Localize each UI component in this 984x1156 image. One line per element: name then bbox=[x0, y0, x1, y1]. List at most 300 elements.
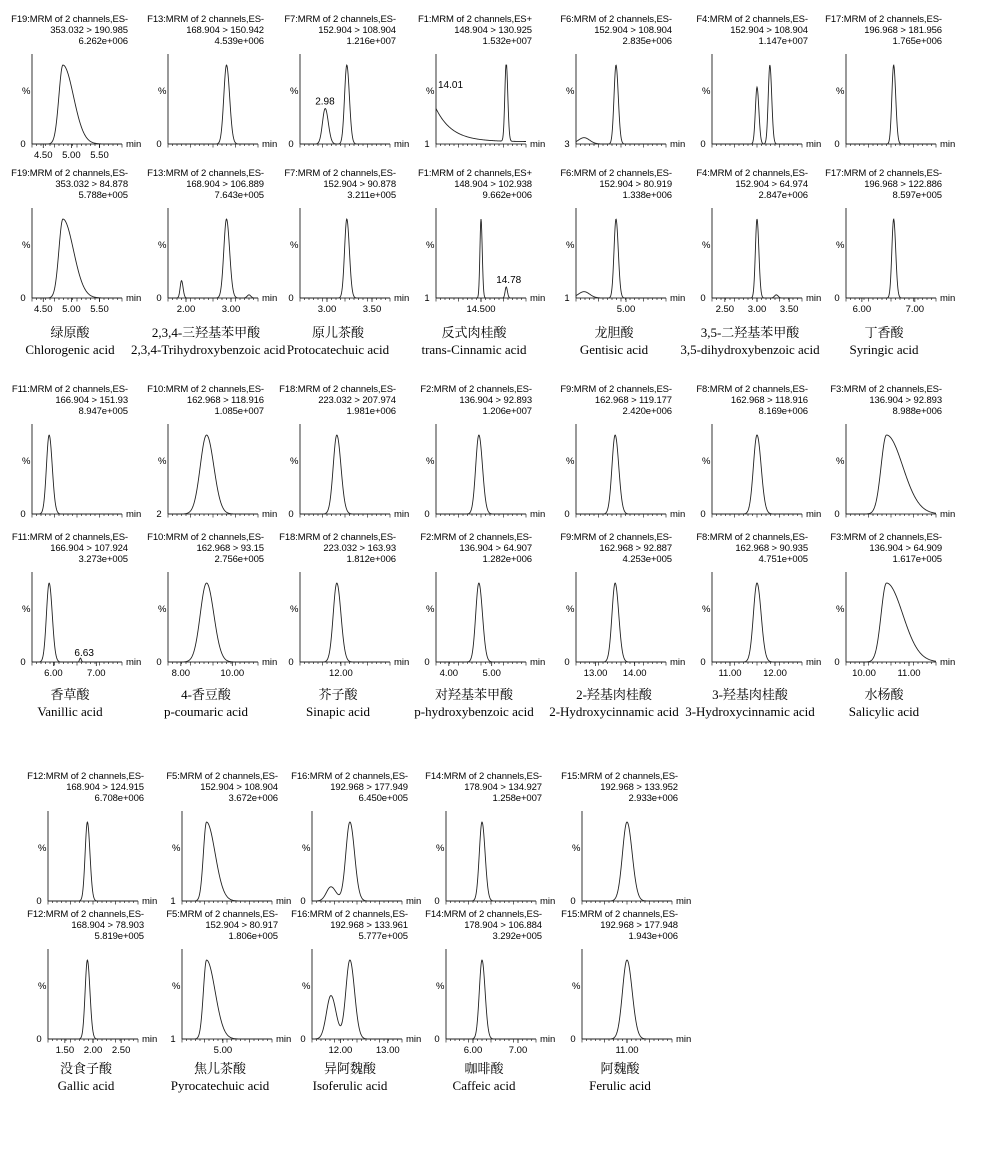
chromatogram-trace bbox=[846, 583, 936, 662]
y-axis-min-label: 2 bbox=[156, 509, 162, 520]
channel-title: F12:MRM of 2 channels,ES- bbox=[27, 909, 144, 920]
peak-intensity: 7.643e+005 bbox=[214, 190, 264, 201]
x-tick-label: 6.00 bbox=[852, 304, 872, 315]
compound-name-en: Isoferulic acid bbox=[312, 1078, 388, 1093]
peak-intensity: 6.450e+005 bbox=[358, 793, 408, 804]
chromatogram-plot bbox=[10, 14, 142, 162]
compound-name-cn: 咖啡酸 bbox=[464, 1061, 504, 1076]
channel-title: F15:MRM of 2 channels,ES- bbox=[561, 909, 678, 920]
chromatogram-panel bbox=[414, 14, 546, 162]
peak-intensity: 3.292e+005 bbox=[492, 931, 542, 942]
mrm-transition: 136.904 > 92.893 bbox=[459, 395, 532, 406]
chromatogram-trace bbox=[300, 219, 390, 298]
mrm-transition: 162.968 > 92.887 bbox=[599, 543, 672, 554]
compound-caption bbox=[675, 686, 825, 720]
chromatogram-trace bbox=[712, 65, 802, 144]
x-tick-label: 13.00 bbox=[375, 1045, 400, 1056]
x-axis-unit-label: min bbox=[670, 139, 686, 150]
peak-intensity: 5.788e+005 bbox=[78, 190, 128, 201]
chromatogram-panel bbox=[414, 384, 546, 532]
peak-intensity: 1.812e+006 bbox=[346, 554, 396, 565]
chromatogram-plot bbox=[824, 14, 956, 162]
chromatogram-panel bbox=[278, 168, 410, 316]
y-axis-percent-label: % bbox=[22, 456, 31, 467]
y-axis-min-label: 0 bbox=[834, 657, 840, 668]
x-tick-label: 5.00 bbox=[62, 150, 81, 161]
chromatogram-panel bbox=[278, 14, 410, 162]
chromatogram-trace bbox=[576, 219, 666, 298]
channel-title: F13:MRM of 2 channels,ES- bbox=[147, 14, 264, 25]
peak-intensity: 1.765e+006 bbox=[892, 36, 942, 47]
y-axis-percent-label: % bbox=[158, 604, 167, 615]
mrm-transition: 152.904 > 108.904 bbox=[200, 782, 278, 793]
y-axis-percent-label: % bbox=[702, 240, 711, 251]
chromatogram-panel bbox=[278, 384, 410, 532]
y-axis-min-label: 0 bbox=[834, 293, 840, 304]
y-axis-min-label: 0 bbox=[700, 293, 706, 304]
chromatogram-panel bbox=[560, 909, 692, 1057]
mrm-transition: 162.968 > 90.935 bbox=[735, 543, 808, 554]
y-axis-percent-label: % bbox=[836, 86, 845, 97]
x-tick-label: 2.50 bbox=[715, 304, 735, 315]
y-axis-percent-label: % bbox=[172, 981, 181, 992]
chromatogram-trace bbox=[582, 822, 672, 901]
channel-title: F5:MRM of 2 channels,ES- bbox=[166, 909, 278, 920]
x-axis-unit-label: min bbox=[940, 139, 956, 150]
compound-name-cn: 原儿茶酸 bbox=[311, 325, 364, 340]
channel-title: F14:MRM of 2 channels,ES- bbox=[425, 771, 542, 782]
x-axis-unit-label: min bbox=[126, 657, 142, 668]
chromatogram-plot bbox=[424, 909, 556, 1057]
mrm-transition: 136.904 > 92.893 bbox=[869, 395, 942, 406]
compound-caption bbox=[263, 324, 413, 358]
chromatogram-panel bbox=[554, 532, 686, 680]
mrm-transition: 162.968 > 93.15 bbox=[196, 543, 264, 554]
x-tick-label: 5.00 bbox=[482, 668, 501, 679]
y-axis-percent-label: % bbox=[38, 843, 47, 854]
x-tick-label: 12.00 bbox=[763, 668, 787, 679]
chromatogram-plot bbox=[278, 384, 410, 532]
peak-intensity: 8.988e+006 bbox=[892, 406, 942, 417]
x-axis-unit-label: min bbox=[806, 293, 822, 304]
chromatogram-trace bbox=[846, 435, 936, 514]
compound-caption bbox=[11, 1060, 161, 1094]
y-axis-percent-label: % bbox=[158, 86, 167, 97]
y-axis-min-label: 0 bbox=[20, 509, 26, 520]
x-axis-unit-label: min bbox=[406, 896, 422, 907]
peak-intensity: 6.262e+006 bbox=[78, 36, 128, 47]
chromatogram-panel bbox=[290, 909, 422, 1057]
x-axis-unit-label: min bbox=[670, 657, 686, 668]
x-axis-unit-label: min bbox=[394, 509, 410, 520]
peak-intensity: 3.672e+006 bbox=[228, 793, 278, 804]
chromatogram-plot bbox=[690, 384, 822, 532]
y-axis-min-label: 0 bbox=[156, 139, 162, 150]
x-tick-label: 12.00 bbox=[329, 668, 353, 679]
chromatogram-plot bbox=[414, 14, 546, 162]
chromatogram-trace bbox=[300, 65, 390, 144]
y-axis-percent-label: % bbox=[702, 86, 711, 97]
peak-intensity: 8.597e+005 bbox=[892, 190, 942, 201]
compound-caption bbox=[539, 686, 689, 720]
y-axis-percent-label: % bbox=[426, 604, 435, 615]
mrm-transition: 152.904 > 80.917 bbox=[205, 920, 278, 931]
x-axis-unit-label: min bbox=[394, 657, 410, 668]
chromatogram-trace bbox=[300, 435, 390, 514]
x-tick-label: 5.00 bbox=[62, 304, 81, 315]
peak-intensity: 1.532e+007 bbox=[482, 36, 532, 47]
y-axis-min-label: 0 bbox=[434, 896, 440, 907]
compound-name-en: Caffeic acid bbox=[452, 1078, 516, 1093]
peak-intensity: 1.981e+006 bbox=[346, 406, 396, 417]
mrm-transition: 196.968 > 181.956 bbox=[864, 25, 942, 36]
chromatogram-trace bbox=[182, 822, 272, 901]
y-axis-min-label: 0 bbox=[424, 657, 430, 668]
compound-name-en: 3,5-dihydroxybenzoic acid bbox=[680, 342, 820, 357]
x-tick-label: 6.00 bbox=[44, 668, 63, 679]
channel-title: F17:MRM of 2 channels,ES- bbox=[825, 14, 942, 25]
mrm-transition: 148.904 > 102.938 bbox=[454, 179, 532, 190]
y-axis-min-label: 0 bbox=[300, 896, 306, 907]
peak-intensity: 5.777e+005 bbox=[358, 931, 408, 942]
chromatogram-panel bbox=[424, 909, 556, 1057]
chromatogram-panel bbox=[146, 532, 278, 680]
y-axis-percent-label: % bbox=[426, 86, 435, 97]
peak-intensity: 8.169e+006 bbox=[758, 406, 808, 417]
chromatogram-panel bbox=[690, 14, 822, 162]
channel-title: F11:MRM of 2 channels,ES- bbox=[11, 532, 128, 543]
compound-caption bbox=[275, 1060, 425, 1094]
chromatogram-plot bbox=[146, 532, 278, 680]
peak-intensity: 1.338e+006 bbox=[622, 190, 672, 201]
channel-title: F17:MRM of 2 channels,ES- bbox=[825, 168, 942, 179]
x-tick-label: 6.00 bbox=[463, 1045, 483, 1056]
x-axis-unit-label: min bbox=[142, 896, 158, 907]
peak-intensity: 1.216e+007 bbox=[346, 36, 396, 47]
x-axis-unit-label: min bbox=[806, 509, 822, 520]
chromatogram-plot bbox=[10, 168, 142, 316]
chromatogram-panel bbox=[160, 909, 292, 1057]
chromatogram-trace bbox=[576, 435, 666, 514]
chromatogram-panel bbox=[146, 168, 278, 316]
chromatogram-plot bbox=[26, 909, 158, 1057]
y-axis-min-label: 0 bbox=[834, 139, 840, 150]
chromatogram-panel bbox=[824, 14, 956, 162]
chromatogram-panel bbox=[278, 532, 410, 680]
y-axis-min-label: 0 bbox=[564, 657, 570, 668]
compound-name-en: Sinapic acid bbox=[306, 704, 370, 719]
chromatogram-panel bbox=[26, 909, 158, 1057]
y-axis-min-label: 0 bbox=[570, 896, 576, 907]
y-axis-min-label: 0 bbox=[288, 139, 294, 150]
compound-name-cn: 芥子酸 bbox=[318, 687, 358, 702]
mrm-transition: 136.904 > 64.907 bbox=[459, 543, 532, 554]
y-axis-percent-label: % bbox=[566, 240, 575, 251]
compound-caption bbox=[409, 1060, 559, 1094]
y-axis-percent-label: % bbox=[572, 981, 581, 992]
mrm-transition: 168.904 > 150.942 bbox=[186, 25, 264, 36]
compound-name-en: p-coumaric acid bbox=[163, 704, 249, 719]
peak-intensity: 1.258e+007 bbox=[492, 793, 542, 804]
compound-caption bbox=[399, 686, 549, 720]
chromatogram-panel bbox=[414, 532, 546, 680]
x-tick-label: 7.00 bbox=[508, 1045, 528, 1056]
channel-title: F14:MRM of 2 channels,ES- bbox=[425, 909, 542, 920]
y-axis-min-label: 1 bbox=[424, 293, 430, 304]
compound-caption bbox=[539, 324, 689, 358]
y-axis-min-label: 0 bbox=[424, 509, 430, 520]
compound-name-cn: 反式肉桂酸 bbox=[441, 325, 507, 340]
channel-title: F3:MRM of 2 channels,ES- bbox=[830, 532, 942, 543]
y-axis-percent-label: % bbox=[426, 456, 435, 467]
chromatogram-trace bbox=[168, 219, 258, 298]
chromatogram-trace bbox=[436, 435, 526, 514]
mrm-transition: 223.032 > 207.974 bbox=[318, 395, 396, 406]
compound-name-en: Gallic acid bbox=[57, 1078, 115, 1093]
peak-intensity: 4.751e+005 bbox=[758, 554, 808, 565]
channel-title: F9:MRM of 2 channels,ES- bbox=[560, 384, 672, 395]
x-axis-unit-label: min bbox=[262, 139, 278, 150]
y-axis-min-label: 0 bbox=[36, 896, 42, 907]
peak-intensity: 1.617e+005 bbox=[892, 554, 942, 565]
channel-title: F6:MRM of 2 channels,ES- bbox=[560, 168, 672, 179]
chromatogram-trace bbox=[712, 583, 802, 662]
chromatogram-plot bbox=[554, 168, 686, 316]
y-axis-min-label: 0 bbox=[700, 657, 706, 668]
compound-name-en: Protocatechuic acid bbox=[286, 342, 390, 357]
compound-name-cn: 2-羟基肉桂酸 bbox=[576, 687, 652, 702]
chromatogram-trace bbox=[312, 960, 402, 1039]
y-axis-percent-label: % bbox=[702, 604, 711, 615]
mrm-transition: 152.904 > 90.878 bbox=[323, 179, 396, 190]
y-axis-min-label: 1 bbox=[170, 1034, 176, 1045]
y-axis-min-label: 0 bbox=[156, 657, 162, 668]
channel-title: F1:MRM of 2 channels,ES+ bbox=[417, 14, 532, 25]
channel-title: F9:MRM of 2 channels,ES- bbox=[560, 532, 672, 543]
y-axis-min-label: 0 bbox=[20, 657, 26, 668]
x-tick-label: 12.00 bbox=[328, 1045, 353, 1056]
compound-name-cn: 3,5-二羟基苯甲酸 bbox=[700, 325, 800, 340]
compound-name-en: 2-Hydroxycinnamic acid bbox=[549, 704, 679, 719]
x-axis-unit-label: min bbox=[670, 293, 686, 304]
chromatogram-trace bbox=[712, 435, 802, 514]
x-axis-unit-label: min bbox=[806, 139, 822, 150]
x-tick-label: 5.00 bbox=[213, 1045, 233, 1056]
channel-title: F18:MRM of 2 channels,ES- bbox=[279, 532, 396, 543]
mrm-transition: 178.904 > 106.884 bbox=[464, 920, 542, 931]
channel-title: F6:MRM of 2 channels,ES- bbox=[560, 14, 672, 25]
chromatogram-trace bbox=[576, 583, 666, 662]
x-tick-label: 14.00 bbox=[622, 668, 647, 679]
y-axis-min-label: 0 bbox=[288, 509, 294, 520]
channel-title: F3:MRM of 2 channels,ES- bbox=[830, 384, 942, 395]
mrm-transition: 152.904 > 64.974 bbox=[735, 179, 808, 190]
peak-intensity: 2.933e+006 bbox=[628, 793, 678, 804]
chromatogram-panel bbox=[290, 771, 422, 919]
mrm-transition: 152.904 > 108.904 bbox=[594, 25, 672, 36]
channel-title: F13:MRM of 2 channels,ES- bbox=[147, 168, 264, 179]
chromatogram-panel bbox=[690, 532, 822, 680]
x-axis-unit-label: min bbox=[262, 293, 278, 304]
compound-caption bbox=[0, 324, 145, 358]
x-axis-unit-label: min bbox=[126, 509, 142, 520]
x-tick-label: 1.50 bbox=[55, 1045, 75, 1056]
x-tick-label: 10.00 bbox=[220, 668, 245, 679]
chromatogram-plot bbox=[160, 771, 292, 919]
chromatogram-plot bbox=[146, 384, 278, 532]
x-axis-unit-label: min bbox=[530, 139, 546, 150]
peak-intensity: 3.273e+005 bbox=[78, 554, 128, 565]
compound-caption bbox=[145, 1060, 295, 1094]
y-axis-min-label: 0 bbox=[156, 293, 162, 304]
x-tick-label: 7.00 bbox=[87, 668, 106, 679]
channel-title: F11:MRM of 2 channels,ES- bbox=[11, 384, 128, 395]
x-tick-label: 4.50 bbox=[34, 304, 53, 315]
y-axis-percent-label: % bbox=[38, 981, 47, 992]
channel-title: F19:MRM of 2 channels,ES- bbox=[11, 168, 128, 179]
chromatogram-plot bbox=[26, 771, 158, 919]
chromatogram-panel bbox=[146, 14, 278, 162]
y-axis-min-label: 0 bbox=[20, 139, 26, 150]
x-axis-unit-label: min bbox=[676, 1034, 692, 1045]
y-axis-min-label: 0 bbox=[36, 1034, 42, 1045]
x-axis-unit-label: min bbox=[670, 509, 686, 520]
x-axis-unit-label: min bbox=[540, 1034, 556, 1045]
compound-name-en: p-hydroxybenzoic acid bbox=[414, 704, 534, 719]
peak-intensity: 3.211e+005 bbox=[347, 190, 396, 201]
compound-name-en: Salicylic acid bbox=[848, 704, 920, 719]
mrm-transition: 223.032 > 163.93 bbox=[323, 543, 396, 554]
y-axis-percent-label: % bbox=[22, 604, 31, 615]
x-tick-label: 5.50 bbox=[90, 150, 109, 161]
peak-intensity: 1.206e+007 bbox=[482, 406, 532, 417]
x-tick-label: 11.00 bbox=[718, 668, 742, 679]
chromatogram-panel bbox=[10, 384, 142, 532]
y-axis-percent-label: % bbox=[566, 604, 575, 615]
chromatogram-plot bbox=[824, 168, 956, 316]
peak-retention-label: 6.63 bbox=[74, 648, 94, 659]
mrm-transition: 162.968 > 118.916 bbox=[730, 395, 808, 406]
mrm-transition: 162.968 > 119.177 bbox=[594, 395, 672, 406]
y-axis-percent-label: % bbox=[302, 981, 311, 992]
compound-caption bbox=[131, 686, 281, 720]
compound-name-cn: 异阿魏酸 bbox=[323, 1061, 376, 1076]
x-axis-unit-label: min bbox=[530, 657, 546, 668]
peak-retention-label: 2.98 bbox=[315, 96, 335, 108]
chromatogram-plot bbox=[146, 168, 278, 316]
compound-name-en: Pyrocatechuic acid bbox=[170, 1078, 270, 1093]
channel-title: F4:MRM of 2 channels,ES- bbox=[696, 168, 808, 179]
x-axis-unit-label: min bbox=[276, 1034, 292, 1045]
channel-title: F16:MRM of 2 channels,ES- bbox=[291, 771, 408, 782]
chromatogram-panel bbox=[10, 532, 142, 680]
y-axis-percent-label: % bbox=[566, 86, 575, 97]
y-axis-percent-label: % bbox=[426, 240, 435, 251]
chromatogram-plot bbox=[10, 532, 142, 680]
chromatogram-plot bbox=[690, 168, 822, 316]
y-axis-percent-label: % bbox=[436, 843, 445, 854]
chromatogram-plot bbox=[690, 14, 822, 162]
x-axis-unit-label: min bbox=[530, 509, 546, 520]
y-axis-percent-label: % bbox=[436, 981, 445, 992]
mrm-transition: 168.904 > 106.889 bbox=[186, 179, 264, 190]
compound-name-en: Chlorogenic acid bbox=[25, 342, 115, 357]
y-axis-percent-label: % bbox=[566, 456, 575, 467]
x-tick-label: 4.00 bbox=[439, 668, 459, 679]
compound-caption bbox=[131, 324, 286, 358]
chromatogram-panel bbox=[690, 384, 822, 532]
channel-title: F10:MRM of 2 channels,ES- bbox=[147, 384, 264, 395]
compound-name-en: Gentisic acid bbox=[579, 342, 649, 357]
chromatogram-trace bbox=[300, 583, 390, 662]
chromatogram-panel bbox=[824, 168, 956, 316]
x-tick-label: 3.50 bbox=[362, 304, 382, 315]
chromatogram-plot bbox=[554, 384, 686, 532]
mrm-transition: 168.904 > 124.915 bbox=[66, 782, 144, 793]
y-axis-percent-label: % bbox=[836, 456, 845, 467]
mrm-transition: 152.904 > 80.919 bbox=[599, 179, 672, 190]
chromatogram-plot bbox=[414, 384, 546, 532]
chromatogram-plot bbox=[824, 532, 956, 680]
x-tick-label: 3.00 bbox=[747, 304, 767, 315]
mrm-transition: 196.968 > 122.886 bbox=[864, 179, 942, 190]
channel-title: F8:MRM of 2 channels,ES- bbox=[696, 384, 808, 395]
x-axis-unit-label: min bbox=[126, 293, 142, 304]
y-axis-percent-label: % bbox=[290, 456, 299, 467]
compound-name-cn: 丁香酸 bbox=[864, 325, 904, 340]
y-axis-min-label: 0 bbox=[834, 509, 840, 520]
compound-name-en: Syringic acid bbox=[849, 342, 919, 357]
peak-intensity: 1.147e+007 bbox=[758, 36, 808, 47]
y-axis-percent-label: % bbox=[290, 240, 299, 251]
chromatogram-plot bbox=[278, 532, 410, 680]
channel-title: F18:MRM of 2 channels,ES- bbox=[279, 384, 396, 395]
chromatogram-plot bbox=[414, 532, 546, 680]
compound-caption bbox=[809, 324, 959, 358]
compound-name-en: Vanillic acid bbox=[37, 704, 103, 719]
peak-retention-label: 14.01 bbox=[438, 80, 464, 91]
y-axis-percent-label: % bbox=[302, 843, 311, 854]
chromatogram-trace bbox=[576, 65, 666, 144]
x-axis-unit-label: min bbox=[262, 657, 278, 668]
chromatogram-plot bbox=[278, 14, 410, 162]
chromatogram-trace bbox=[168, 65, 258, 144]
x-tick-label: 4.50 bbox=[34, 150, 53, 161]
peak-intensity: 4.539e+006 bbox=[214, 36, 264, 47]
channel-title: F7:MRM of 2 channels,ES- bbox=[284, 168, 396, 179]
chromatogram-panel bbox=[560, 771, 692, 919]
compound-name-en: Ferulic acid bbox=[589, 1078, 651, 1093]
channel-title: F1:MRM of 2 channels,ES+ bbox=[417, 168, 532, 179]
peak-intensity: 2.835e+006 bbox=[622, 36, 672, 47]
chromatogram-trace bbox=[32, 65, 122, 144]
channel-title: F5:MRM of 2 channels,ES- bbox=[166, 771, 278, 782]
chromatogram-trace bbox=[32, 435, 122, 514]
mrm-transition: 152.904 > 108.904 bbox=[730, 25, 808, 36]
y-axis-percent-label: % bbox=[22, 240, 31, 251]
channel-title: F10:MRM of 2 channels,ES- bbox=[147, 532, 264, 543]
peak-intensity: 2.756e+005 bbox=[214, 554, 264, 565]
compound-name-cn: 2,3,4-三羟基苯甲酸 bbox=[151, 325, 261, 340]
x-tick-label: 2.00 bbox=[83, 1045, 103, 1056]
x-tick-label: 14.500 bbox=[466, 304, 496, 315]
x-axis-unit-label: min bbox=[142, 1034, 158, 1045]
x-tick-label: 7.00 bbox=[905, 304, 925, 315]
peak-intensity: 1.085e+007 bbox=[214, 406, 264, 417]
chromatogram-panel bbox=[554, 384, 686, 532]
compound-name-cn: 3-羟基肉桂酸 bbox=[712, 687, 788, 702]
compound-name-cn: 绿原酸 bbox=[50, 325, 90, 340]
